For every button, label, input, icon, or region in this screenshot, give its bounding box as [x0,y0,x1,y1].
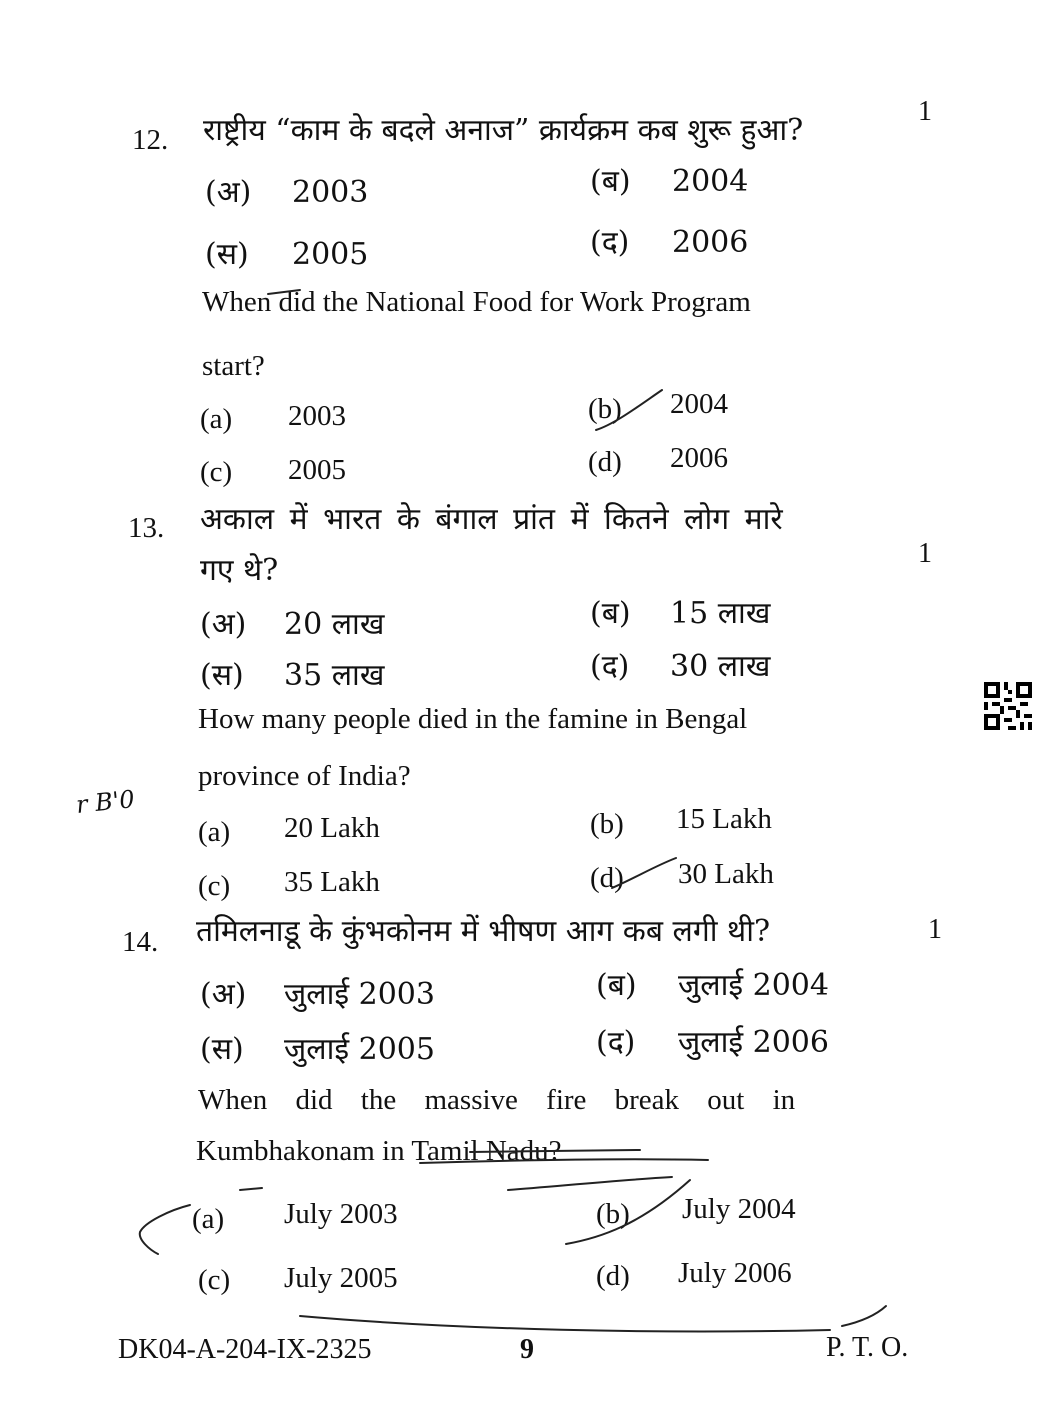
option-text: 20 Lakh [284,812,380,844]
footer-tick [842,1306,886,1326]
option-label: (a) [200,403,233,435]
option-label: (अ) [200,977,247,1012]
dash-mark [240,1188,262,1190]
option-label: (द) [590,225,630,260]
option-label: (अ) [205,175,252,210]
option-text: 2006 [670,442,728,474]
option-label: (स) [200,658,244,693]
footer-code: DK04-A-204-IX-2325 [118,1334,372,1365]
question-hindi-text: अकाल में भारत के बंगाल प्रांत में कितने लोग मारे [200,502,783,537]
question-hindi-text: राष्ट्रीय “काम के बदले अनाज” क्रार्यक्रम कब शुरू हुआ? [203,113,804,148]
option-text: 2004 [670,388,728,420]
option-text: July 2003 [284,1198,398,1230]
option-label: (ब) [596,968,637,1003]
question-english-text: start? [202,350,265,382]
option-text: 15 Lakh [676,803,772,835]
question-marks: 1 [918,538,932,569]
footer-swoosh [300,1316,830,1331]
question-marks: 1 [928,914,942,945]
option-label: (d) [588,446,622,478]
option-text: 20 लाख [284,607,385,642]
option-text: 2003 [288,400,346,432]
squiggle-stroke [508,1177,672,1190]
option-text: जुलाई 2003 [284,977,435,1012]
option-label: (c) [198,1264,231,1296]
option-text: 2004 [672,164,749,199]
option-text: 30 Lakh [678,858,774,890]
option-label: (b) [596,1198,630,1230]
option-label: (ब) [590,596,631,631]
page-number: 9 [520,1334,534,1365]
option-text: जुलाई 2004 [678,968,829,1003]
option-label: (d) [590,862,624,894]
option-label: (स) [200,1032,244,1067]
option-label: (a) [192,1203,225,1235]
option-text: 15 लाख [670,596,771,631]
option-text: जुलाई 2006 [678,1025,829,1060]
option-label: (a) [198,816,231,848]
option-text: July 2005 [284,1262,398,1294]
question-english-text: When did the National Food for Work Program [202,286,751,318]
question-english-text: province of India? [198,760,411,792]
option-text: 2005 [292,237,369,272]
option-text: 30 लाख [670,649,771,684]
option-text: 2006 [672,225,749,260]
option-label: (b) [590,808,624,840]
question-number: 14. [122,926,159,958]
pto-text: P. T. O. [826,1332,909,1363]
question-english-text: When did the massive fire break out in [198,1084,796,1116]
option-text: July 2006 [678,1257,792,1289]
option-label: (द) [590,649,630,684]
option-text: 35 लाख [284,658,385,693]
option-label: (अ) [200,607,247,642]
option-label: (c) [200,456,233,488]
question-hindi-text: तमिलनाडू के कुंभकोनम में भीषण आग कब लगी थी? [196,914,771,949]
option-label: (द) [596,1025,636,1060]
handwritten-margin-note: r B'0 [74,785,136,819]
qr-code-icon [984,682,1032,730]
question-english-text: Kumbhakonam in Tamil Nadu? [196,1135,562,1167]
option-text: 2005 [288,454,346,486]
option-label: (c) [198,870,231,902]
question-english-text: How many people died in the famine in Bengal [198,703,748,735]
option-text: July 2004 [682,1193,796,1225]
option-text: जुलाई 2005 [284,1032,435,1067]
question-hindi-text: गए थे? [200,553,279,588]
question-marks: 1 [918,96,932,127]
option-text: 35 Lakh [284,866,380,898]
option-label: (ब) [590,164,631,199]
question-number: 13. [128,512,165,544]
option-text: 2003 [292,175,369,210]
option-label: (स) [205,237,249,272]
option-label: (d) [596,1260,630,1292]
question-number: 12. [132,124,169,156]
option-label: (b) [588,393,622,425]
margin-hook [140,1205,190,1254]
